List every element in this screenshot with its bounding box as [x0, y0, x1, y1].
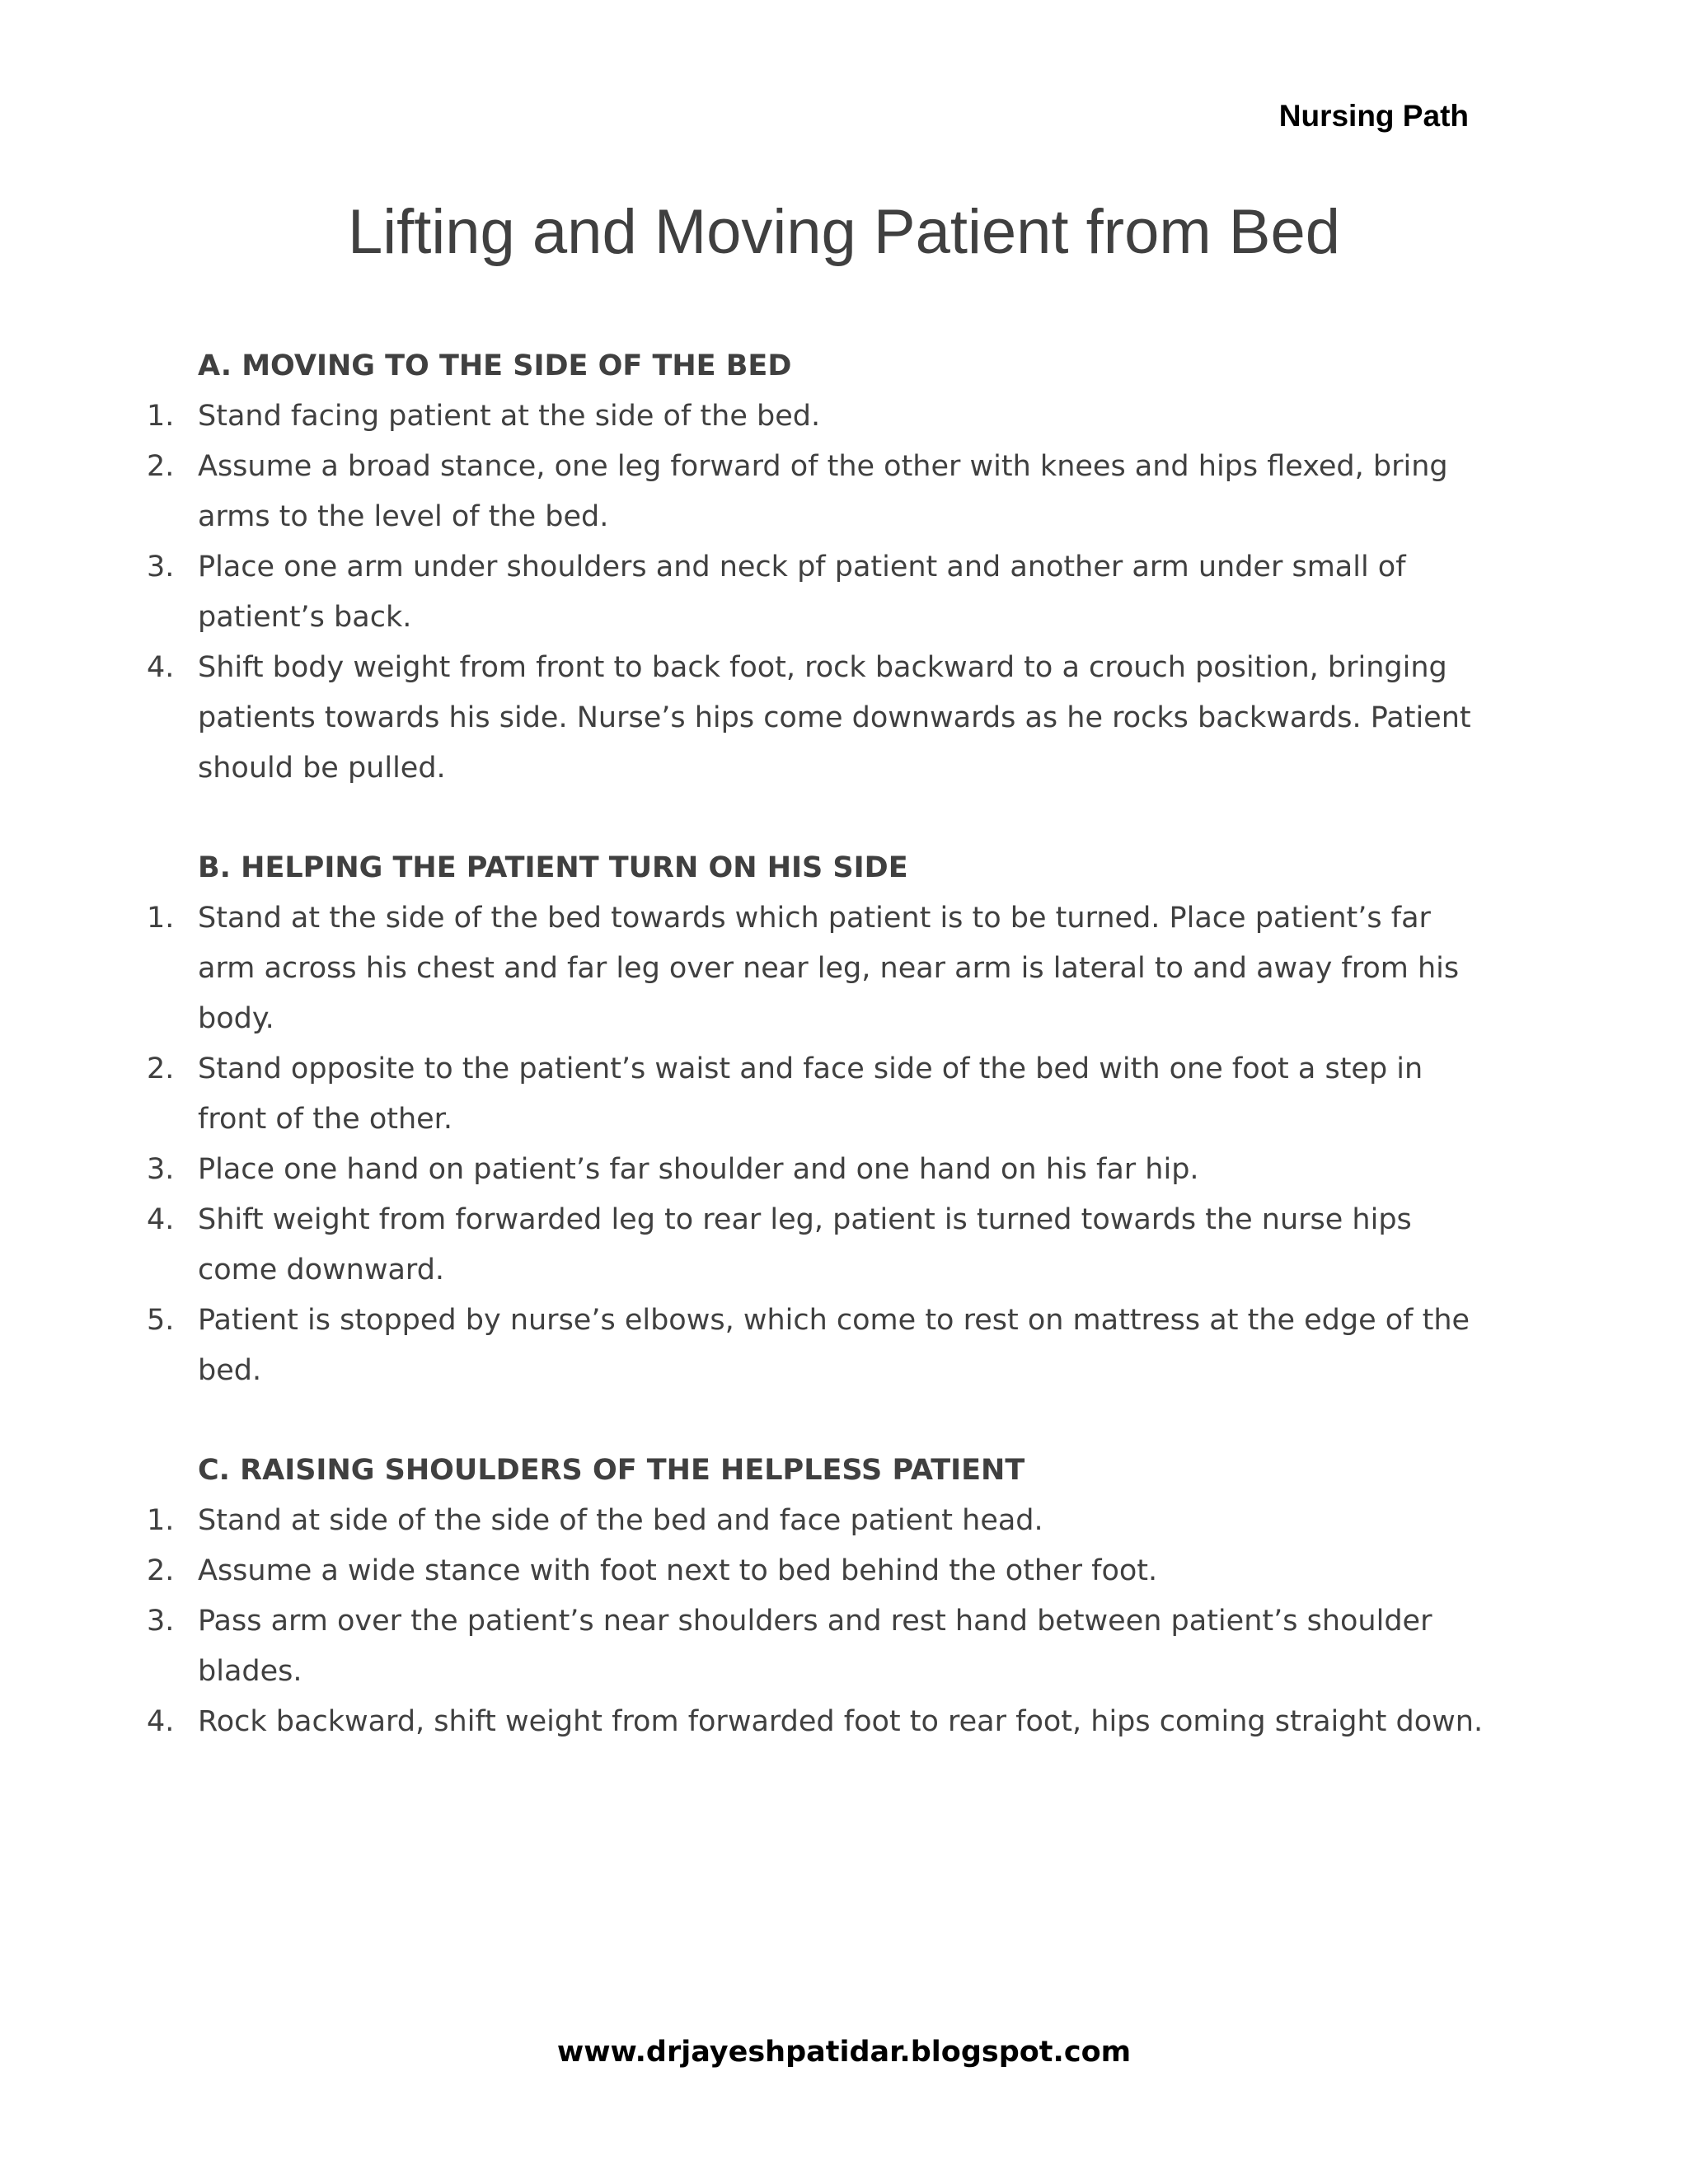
- document-body: [147, 341, 1484, 1797]
- list-item: [147, 1044, 1484, 1145]
- step-number: 1.: [147, 902, 175, 935]
- list-item: [147, 442, 1484, 542]
- list-item: [147, 1697, 1484, 1747]
- list-item: [147, 1596, 1484, 1697]
- step-text: Shift body weight from front to back foot, rock backward to a crouch position, bringing patients towards his side. Nurse’s hips come downwards as he rocks backwards. Patient should be pulled.: [198, 651, 1471, 785]
- list-item: [147, 1546, 1484, 1596]
- step-number: 1.: [147, 400, 175, 433]
- step-number: 5.: [147, 1304, 175, 1337]
- step-list: [147, 893, 1484, 1396]
- step-text: Patient is stopped by nurse’s elbows, which come to rest on mattress at the edge of the bed.: [198, 1304, 1470, 1387]
- step-number: 2.: [147, 1052, 175, 1085]
- step-number: 1.: [147, 1504, 175, 1537]
- step-text: Stand at side of the side of the bed and face patient head.: [198, 1504, 1043, 1537]
- section-turn-on-side: [147, 843, 1484, 1396]
- section-moving-to-side: [147, 341, 1484, 794]
- list-item: [147, 391, 1484, 442]
- step-number: 4.: [147, 651, 175, 684]
- step-number: 4.: [147, 1203, 175, 1236]
- section-raising-shoulders: [147, 1446, 1484, 1747]
- list-item: [147, 643, 1484, 794]
- list-item: [147, 893, 1484, 1044]
- page-title: Lifting and Moving Patient from Bed: [347, 197, 1340, 267]
- step-text: Stand facing patient at the side of the bed.: [198, 400, 821, 433]
- list-item: [147, 1296, 1484, 1396]
- step-number: 4.: [147, 1705, 175, 1738]
- section-heading: A. MOVING TO THE SIDE OF THE BED: [198, 349, 792, 382]
- step-list: [147, 1496, 1484, 1747]
- step-number: 2.: [147, 1554, 175, 1587]
- step-number: 3.: [147, 1605, 175, 1638]
- list-item: [147, 542, 1484, 643]
- section-heading: B. HELPING THE PATIENT TURN ON HIS SIDE: [198, 851, 908, 884]
- step-text: Rock backward, shift weight from forwarded foot to rear foot, hips coming straight down.: [198, 1705, 1484, 1738]
- list-item: [147, 1496, 1484, 1546]
- list-item: [147, 1195, 1484, 1296]
- step-text: Assume a broad stance, one leg forward of the other with knees and hips flexed, bring arms to the level of the bed.: [198, 450, 1448, 533]
- step-number: 3.: [147, 1153, 175, 1186]
- section-heading: C. RAISING SHOULDERS OF THE HELPLESS PATIENT: [198, 1454, 1025, 1487]
- footer-url: www.drjayeshpatidar.blogspot.com: [556, 2036, 1132, 2069]
- step-text: Stand opposite to the patient’s waist and face side of the bed with one foot a step in front of the other.: [198, 1052, 1423, 1136]
- document-header-label: Nursing Path: [1278, 99, 1469, 133]
- step-text: Stand at the side of the bed towards which patient is to be turned. Place patient’s far arm across his chest and far leg over near leg, near arm is lateral to and away from his body.: [198, 902, 1460, 1035]
- step-text: Assume a wide stance with foot next to bed behind the other foot.: [198, 1554, 1158, 1587]
- list-item: [147, 1145, 1484, 1195]
- step-number: 2.: [147, 450, 175, 483]
- step-text: Place one hand on patient’s far shoulder and one hand on his far hip.: [198, 1153, 1199, 1186]
- step-number: 3.: [147, 551, 175, 583]
- step-text: Pass arm over the patient’s near shoulders and rest hand between patient’s shoulder blades.: [198, 1605, 1432, 1688]
- step-text: Place one arm under shoulders and neck pf patient and another arm under small of patient’s back.: [198, 551, 1406, 634]
- step-list: [147, 391, 1484, 794]
- step-text: Shift weight from forwarded leg to rear leg, patient is turned towards the nurse hips come downward.: [198, 1203, 1412, 1286]
